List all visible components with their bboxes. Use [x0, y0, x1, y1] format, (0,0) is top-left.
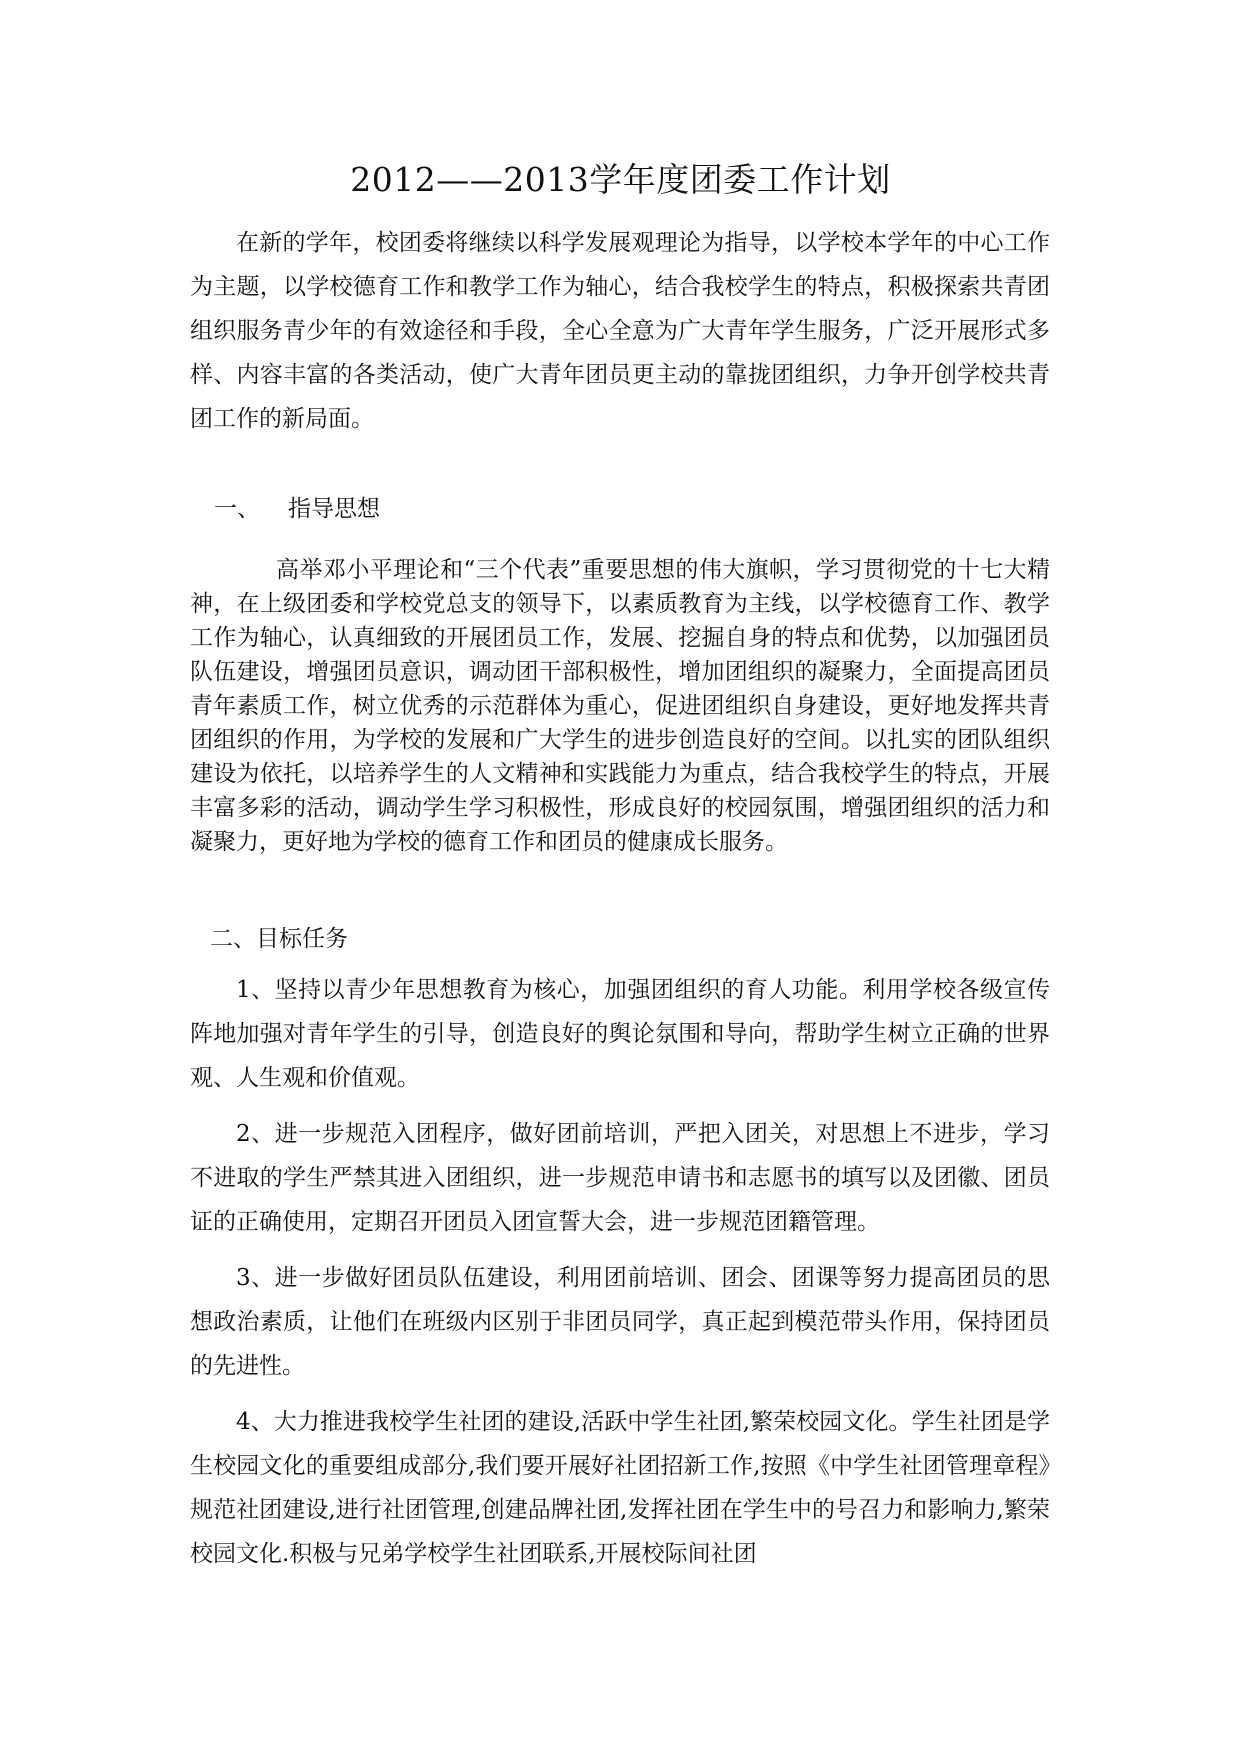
task-item-1: 1、坚持以青少年思想教育为核心，加强团组织的育人功能。利用学校各级宣传阵地加强对青年学生的引导，创造良好的舆论氛围和导向，帮助学生树立正确的世界观、人生观和价值观。: [190, 977, 1050, 1091]
document-title: 2012——2013学年度团委工作计划: [350, 160, 891, 199]
section-1-body: 高举邓小平理论和“三个代表”重要思想的伟大旗帜，学习贯彻党的十七大精神，在上级团委和学校党总支的领导下，以素质教育为主线，以学校德育工作、教学工作为轴心，认真细致的开展团员工作，发展、挖掘自身的特点和优势，以加强团员队伍建设，增强团员意识，调动团干部积极性，增加团组织的凝聚力，全面提高团员青年素质工作，树立优秀的示范群体为重心，促进团组织自身建设，更好地发挥共青团组织的作用，为学校的发展和广大学生的进步创造良好的空间。以扎实的团队组织建设为依托，以培养学生的人文精神和实践能力为重点，结合我校学生的特点，开展丰富多彩的活动，调动学生学习积极性，形成良好的校园氛围，增强团组织的活力和凝聚力，更好地为学校的德育工作和团员的健康成长服务。: [190, 557, 1050, 855]
section-1-heading: [214, 489, 380, 529]
section-1-title: 指导思想: [288, 496, 380, 522]
intro-paragraph: 在新的学年，校团委将继续以科学发展观理论为指导，以学校本学年的中心工作为主题，以学校德育工作和教学工作为轴心，结合我校学生的特点，积极探索共青团组织服务青少年的有效途径和手段，全心全意为广大青年学生服务，广泛开展形式多样、内容丰富的各类活动，使广大青年团员更主动的靠拢团组织，力争开创学校共青团工作的新局面。: [190, 230, 1050, 432]
section-1-number: 一、: [214, 496, 260, 522]
task-item-4: 4、大力推进我校学生社团的建设,活跃中学生社团,繁荣校园文化。学生社团是学生校园文化的重要组成部分,我们要开展好社团招新工作,按照《中学生社团管理章程》规范社团建设,进行社团管理,创建品牌社团,发挥社团在学生中的号召力和影响力,繁荣校园文化.积极与兄弟学校学生社团联系,开展校际间社团: [190, 1409, 1050, 1567]
task-item-2: 2、进一步规范入团程序，做好团前培训，严把入团关，对思想上不进步，学习不进取的学生严禁其进入团组织，进一步规范申请书和志愿书的填写以及团徽、团员证的正确使用，定期召开团员入团宣誓大会，进一步规范团籍管理。: [190, 1121, 1050, 1235]
task-item-3: 3、进一步做好团员队伍建设，利用团前培训、团会、团课等努力提高团员的思想政治素质，让他们在班级内区别于非团员同学，真正起到模范带头作用，保持团员的先进性。: [190, 1265, 1050, 1379]
section-2-heading: 二、目标任务: [210, 926, 348, 952]
